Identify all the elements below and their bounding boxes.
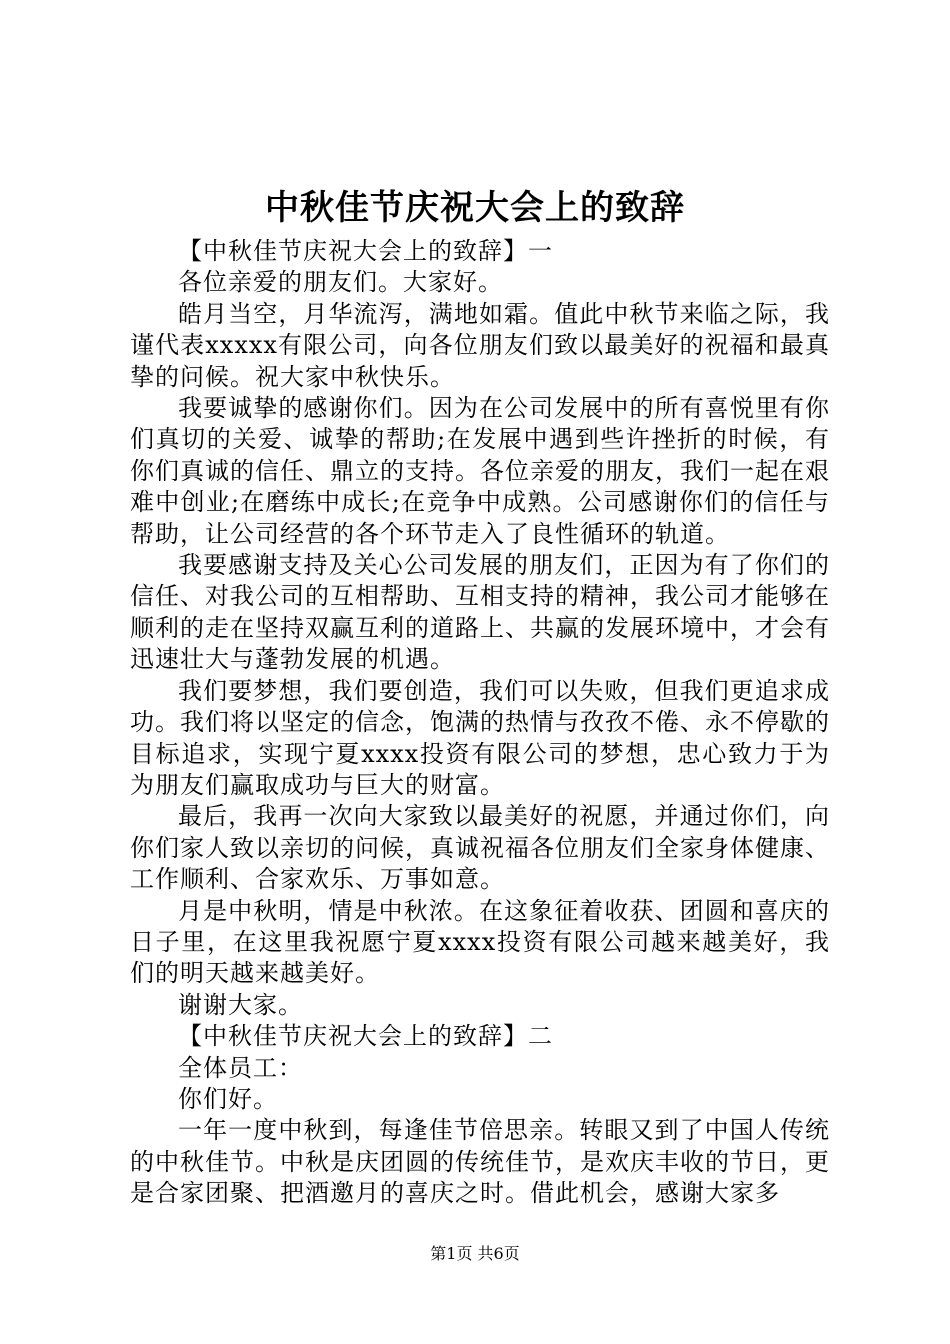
paragraph: 我要诚挚的感谢你们。因为在公司发展中的所有喜悦里有你们真切的关爱、诚挚的帮助;在发展中遇到些许挫折的时候，有你们真诚的信任、鼎立的支持。各位亲爱的朋友，我们一起在艰难中创业;在磨练中成长;在竞争中成熟。公司感谢你们的信任与帮助，让公司经营的各个环节走入了良性循环的轨道。 [130, 394, 830, 548]
paragraph: 我要感谢支持及关心公司发展的朋友们，正因为有了你们的信任、对我公司的互相帮助、互相支持的精神，我公司才能够在顺利的走在坚持双赢互利的道路上、共赢的发展环境中，才会有迅速壮大与蓬勃发展的机遇。 [130, 551, 830, 674]
paragraph: 我们要梦想，我们要创造，我们可以失败，但我们更追求成功。我们将以坚定的信念，饱满的热情与孜孜不倦、永不停歇的目标追求，实现宁夏xxxx投资有限公司的梦想，忠心致力于为为朋友们赢取成功与巨大的财富。 [130, 676, 830, 799]
document-body [130, 236, 830, 1210]
paragraph: 【中秋佳节庆祝大会上的致辞】二 [178, 1022, 553, 1051]
document-title: 中秋佳节庆祝大会上的致辞 [265, 188, 685, 228]
page-footer: 第1页 共6页 [430, 1244, 520, 1263]
paragraph: 皓月当空，月华流泻，满地如霜。值此中秋节来临之际，我谨代表xxxxx有限公司，向各位朋友们致以最美好的祝福和最真挚的问候。祝大家中秋快乐。 [130, 299, 830, 391]
paragraph: 最后，我再一次向大家致以最美好的祝愿，并通过你们，向你们家人致以亲切的问候，真诚祝福各位朋友们全家身体健康、工作顺利、合家欢乐、万事如意。 [130, 802, 830, 894]
paragraph: 谢谢大家。 [178, 990, 303, 1019]
paragraph: 全体员工： [178, 1053, 303, 1082]
paragraph: 你们好。 [178, 1084, 278, 1113]
paragraph: 月是中秋明，情是中秋浓。在这象征着收获、团圆和喜庆的日子里，在这里我祝愿宁夏xxxx投资有限公司越来越美好，我们的明天越来越美好。 [130, 896, 830, 988]
paragraph: 各位亲爱的朋友们。大家好。 [178, 268, 503, 297]
paragraph: 【中秋佳节庆祝大会上的致辞】一 [178, 237, 553, 265]
paragraph: 一年一度中秋到，每逢佳节倍思亲。转眼又到了中国人传统的中秋佳节。中秋是庆团圆的传统佳节，是欢庆丰收的节日，更是合家团聚、把酒邀月的喜庆之时。借此机会，感谢大家多 [130, 1116, 830, 1208]
